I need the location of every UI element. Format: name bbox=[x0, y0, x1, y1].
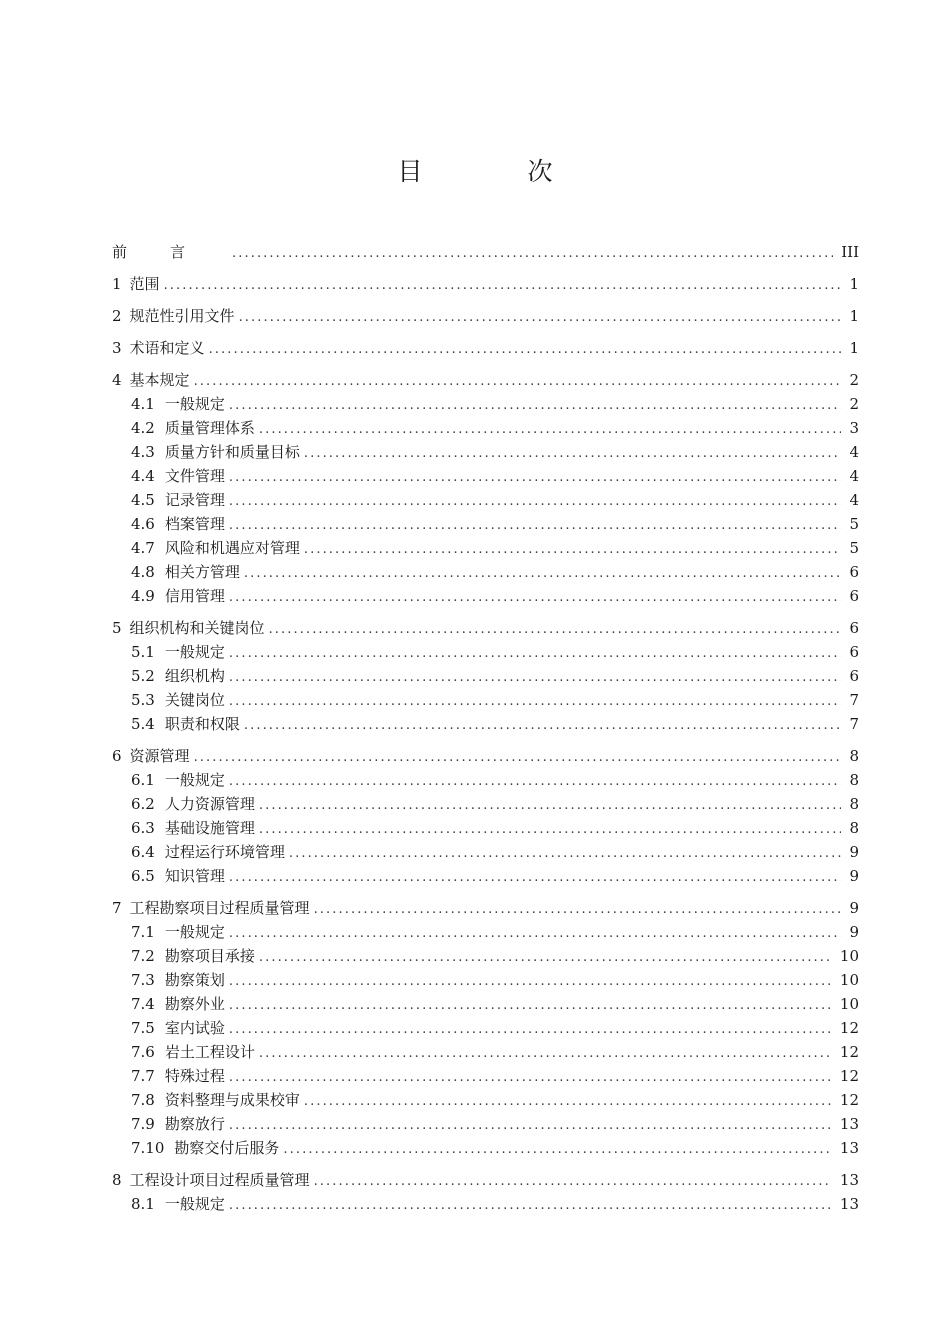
toc-entry-label: 特殊过程 bbox=[164, 1067, 225, 1085]
toc-entry-page: 13 bbox=[839, 1115, 859, 1133]
toc-entry[interactable] bbox=[112, 416, 859, 440]
toc-leader-dots bbox=[229, 1066, 832, 1090]
toc-entry-page: 4 bbox=[849, 491, 859, 509]
toc-entry-page: 2 bbox=[849, 371, 859, 389]
toc-entry-page: 8 bbox=[849, 747, 859, 765]
toc-entry-page: 3 bbox=[849, 419, 859, 437]
toc-leader-dots bbox=[229, 994, 832, 1018]
toc-leader-dots bbox=[259, 794, 842, 818]
toc-leader-dots bbox=[304, 538, 842, 562]
toc-entry-page: 9 bbox=[849, 867, 859, 885]
toc-entry-number: 7.6 bbox=[131, 1043, 155, 1061]
toc-leader-dots bbox=[229, 642, 842, 666]
toc-entry[interactable] bbox=[112, 304, 859, 328]
toc-entry-number: 7.8 bbox=[131, 1091, 155, 1109]
toc-leader-dots bbox=[229, 1018, 832, 1042]
toc-entry[interactable] bbox=[112, 336, 859, 360]
toc-entry-page: 8 bbox=[849, 795, 859, 813]
toc-entry-page: 6 bbox=[849, 619, 859, 637]
toc-entry-label: 资料整理与成果校审 bbox=[164, 1091, 300, 1109]
toc-leader-dots bbox=[229, 690, 842, 714]
toc-entry-label: 规范性引用文件 bbox=[129, 307, 235, 325]
toc-leader-dots bbox=[229, 666, 842, 690]
toc-entry-label: 一般规定 bbox=[164, 771, 225, 789]
toc-entry-page: 9 bbox=[849, 899, 859, 917]
toc-entry-label: 工程勘察项目过程质量管理 bbox=[129, 899, 310, 917]
toc-entry-number: 6.1 bbox=[131, 771, 155, 789]
toc-entry[interactable] bbox=[112, 768, 859, 792]
toc-entry-page: 12 bbox=[839, 1091, 859, 1109]
toc-entry-page: 10 bbox=[839, 971, 859, 989]
toc-entry-label: 质量管理体系 bbox=[164, 419, 255, 437]
toc-leader-dots bbox=[229, 770, 842, 794]
toc-leader-dots bbox=[314, 1170, 832, 1194]
toc-entry-number: 4.2 bbox=[131, 419, 155, 437]
toc-leader-dots bbox=[232, 242, 833, 266]
toc-entry-number: 3 bbox=[112, 339, 122, 357]
toc-entry-number: 4.7 bbox=[131, 539, 155, 557]
toc-leader-dots bbox=[229, 922, 842, 946]
toc-leader-dots bbox=[289, 842, 842, 866]
toc-leader-dots bbox=[239, 306, 842, 330]
toc-entry-page: 6 bbox=[849, 667, 859, 685]
toc-leader-dots bbox=[194, 370, 842, 394]
toc-entry[interactable] bbox=[112, 840, 859, 864]
toc-entry-page: 1 bbox=[849, 339, 859, 357]
toc-entry[interactable] bbox=[112, 1192, 859, 1216]
toc-entry-number: 7.2 bbox=[131, 947, 155, 965]
toc-entry-page: 4 bbox=[849, 443, 859, 461]
toc-entry[interactable] bbox=[112, 512, 859, 536]
toc-entry-label: 记录管理 bbox=[164, 491, 225, 509]
toc-entry-number: 5 bbox=[112, 619, 122, 637]
toc-entry[interactable] bbox=[112, 944, 859, 968]
toc-leader-dots bbox=[229, 1114, 832, 1138]
toc-entry-number: 6 bbox=[112, 747, 122, 765]
toc-entry-page: 12 bbox=[839, 1043, 859, 1061]
toc-entry-number: 4.1 bbox=[131, 395, 155, 413]
toc-entry-number: 7.9 bbox=[131, 1115, 155, 1133]
toc-entry-label: 风险和机遇应对管理 bbox=[164, 539, 300, 557]
toc-entry-number: 4.9 bbox=[131, 587, 155, 605]
toc-entry-label: 基础设施管理 bbox=[164, 819, 255, 837]
toc-entry[interactable] bbox=[112, 536, 859, 560]
toc-entry-number: 7.10 bbox=[131, 1139, 165, 1157]
toc-entry-page: 12 bbox=[839, 1019, 859, 1037]
toc-entry-label: 关键岗位 bbox=[164, 691, 225, 709]
toc-entry-number: 7 bbox=[112, 899, 122, 917]
toc-entry-number: 7.1 bbox=[131, 923, 155, 941]
toc-entry[interactable] bbox=[112, 968, 859, 992]
toc-entry[interactable] bbox=[112, 488, 859, 512]
toc-entry-number: 7.5 bbox=[131, 1019, 155, 1037]
toc-entry-label: 岩土工程设计 bbox=[164, 1043, 255, 1061]
toc-entry[interactable] bbox=[112, 712, 859, 736]
toc-entry-label: 勘察策划 bbox=[164, 971, 225, 989]
toc-leader-dots bbox=[244, 562, 842, 586]
toc-entry-label: 基本规定 bbox=[129, 371, 190, 389]
toc-entry-label: 勘察放行 bbox=[164, 1115, 225, 1133]
toc-entry[interactable] bbox=[112, 992, 859, 1016]
toc-leader-dots bbox=[259, 1042, 832, 1066]
toc-entry-label: 一般规定 bbox=[164, 1195, 225, 1213]
toc-entry-page: 6 bbox=[849, 563, 859, 581]
toc-entry[interactable] bbox=[112, 464, 859, 488]
toc-entry-number: 4.4 bbox=[131, 467, 155, 485]
toc-entry-number: 4.6 bbox=[131, 515, 155, 533]
toc-entry-number: 5.2 bbox=[131, 667, 155, 685]
toc-entry-label: 一般规定 bbox=[164, 395, 225, 413]
toc-entry-page: 13 bbox=[839, 1171, 859, 1189]
toc-entry-label: 人力资源管理 bbox=[164, 795, 255, 813]
toc-entry-page: 8 bbox=[849, 771, 859, 789]
toc-entry-page: 7 bbox=[849, 691, 859, 709]
toc-entry[interactable] bbox=[112, 440, 859, 464]
toc-entry-number: 1 bbox=[112, 275, 122, 293]
toc-entry-number: 6.3 bbox=[131, 819, 155, 837]
toc-entry-number: 7.3 bbox=[131, 971, 155, 989]
toc-entry-number: 5.3 bbox=[131, 691, 155, 709]
toc-entry-number: 7.7 bbox=[131, 1067, 155, 1085]
toc-leader-dots bbox=[259, 818, 842, 842]
toc-entry-number: 4 bbox=[112, 371, 122, 389]
toc-leader-dots bbox=[229, 1194, 832, 1218]
toc-entry[interactable] bbox=[112, 368, 859, 392]
toc-entry-label: 文件管理 bbox=[164, 467, 225, 485]
toc-entry-label: 资源管理 bbox=[129, 747, 190, 765]
toc-entry-number: 4.8 bbox=[131, 563, 155, 581]
toc-leader-dots bbox=[229, 866, 842, 890]
toc-entry-page: 2 bbox=[849, 395, 859, 413]
toc-leader-dots bbox=[269, 618, 842, 642]
toc-entry-label: 勘察交付后服务 bbox=[174, 1139, 280, 1157]
toc-entry-number: 6.4 bbox=[131, 843, 155, 861]
toc-entry[interactable] bbox=[112, 584, 859, 608]
toc-entry-number: 4.3 bbox=[131, 443, 155, 461]
toc-entry-page: 6 bbox=[849, 587, 859, 605]
toc-entry-page: 9 bbox=[849, 923, 859, 941]
toc-leader-dots bbox=[209, 338, 842, 362]
toc-entry-page: III bbox=[841, 243, 859, 261]
toc-entry-page: 1 bbox=[849, 307, 859, 325]
toc-entry-number: 5.1 bbox=[131, 643, 155, 661]
toc-entry-page: 13 bbox=[839, 1195, 859, 1213]
toc-entry-page: 4 bbox=[849, 467, 859, 485]
table-of-contents bbox=[112, 240, 859, 1216]
toc-entry-label: 过程运行环境管理 bbox=[164, 843, 285, 861]
toc-entry[interactable] bbox=[112, 664, 859, 688]
toc-leader-dots bbox=[304, 1090, 832, 1114]
toc-entry[interactable] bbox=[112, 1112, 859, 1136]
toc-entry-page: 10 bbox=[839, 995, 859, 1013]
toc-entry-page: 7 bbox=[849, 715, 859, 733]
toc-leader-dots bbox=[229, 490, 842, 514]
toc-entry-label: 组织机构 bbox=[164, 667, 225, 685]
toc-entry-number: 8.1 bbox=[131, 1195, 155, 1213]
toc-entry-label: 知识管理 bbox=[164, 867, 225, 885]
toc-entry-label: 工程设计项目过程质量管理 bbox=[129, 1171, 310, 1189]
toc-entry-label: 一般规定 bbox=[164, 643, 225, 661]
toc-entry[interactable] bbox=[112, 920, 859, 944]
toc-leader-dots bbox=[283, 1138, 831, 1162]
toc-entry-number: 6.5 bbox=[131, 867, 155, 885]
toc-entry[interactable] bbox=[112, 688, 859, 712]
toc-entry[interactable] bbox=[112, 392, 859, 416]
toc-leader-dots bbox=[259, 418, 842, 442]
toc-entry[interactable] bbox=[112, 1040, 859, 1064]
toc-leader-dots bbox=[229, 394, 842, 418]
toc-entry[interactable] bbox=[112, 792, 859, 816]
toc-entry[interactable] bbox=[112, 640, 859, 664]
toc-entry-label: 一般规定 bbox=[164, 923, 225, 941]
toc-entry-label: 范围 bbox=[129, 275, 160, 293]
toc-entry-number: 5.4 bbox=[131, 715, 155, 733]
toc-entry[interactable] bbox=[112, 1168, 859, 1192]
toc-entry-number: 8 bbox=[112, 1171, 122, 1189]
toc-entry-label: 勘察项目承接 bbox=[164, 947, 255, 965]
toc-entry[interactable] bbox=[112, 272, 859, 296]
toc-leader-dots bbox=[194, 746, 842, 770]
toc-entry-label: 职责和权限 bbox=[164, 715, 240, 733]
toc-entry[interactable] bbox=[112, 1088, 859, 1112]
toc-entry[interactable] bbox=[112, 896, 859, 920]
toc-entry-page: 8 bbox=[849, 819, 859, 837]
toc-entry-label: 质量方针和质量目标 bbox=[164, 443, 300, 461]
toc-entry-page: 12 bbox=[839, 1067, 859, 1085]
toc-entry-label: 术语和定义 bbox=[129, 339, 205, 357]
toc-entry[interactable] bbox=[112, 816, 859, 840]
toc-entry[interactable] bbox=[112, 864, 859, 888]
toc-entry[interactable] bbox=[112, 560, 859, 584]
toc-entry-number: 2 bbox=[112, 307, 122, 325]
toc-leader-dots bbox=[229, 514, 842, 538]
toc-entry-page: 6 bbox=[849, 643, 859, 661]
toc-entry-page: 5 bbox=[849, 515, 859, 533]
toc-entry-page: 10 bbox=[839, 947, 859, 965]
toc-leader-dots bbox=[229, 970, 832, 994]
toc-entry-label: 信用管理 bbox=[164, 587, 225, 605]
toc-leader-dots bbox=[304, 442, 842, 466]
toc-entry[interactable] bbox=[112, 240, 859, 264]
toc-entry-label: 档案管理 bbox=[164, 515, 225, 533]
toc-entry-label: 前言 bbox=[112, 243, 229, 261]
toc-entry[interactable] bbox=[112, 744, 859, 768]
toc-entry[interactable] bbox=[112, 1136, 859, 1160]
toc-leader-dots bbox=[259, 946, 832, 970]
toc-leader-dots bbox=[314, 898, 842, 922]
toc-leader-dots bbox=[229, 466, 842, 490]
toc-entry-label: 勘察外业 bbox=[164, 995, 225, 1013]
toc-entry-number: 7.4 bbox=[131, 995, 155, 1013]
toc-entry-label: 组织机构和关键岗位 bbox=[129, 619, 265, 637]
toc-entry-number: 4.5 bbox=[131, 491, 155, 509]
toc-entry[interactable] bbox=[112, 616, 859, 640]
toc-entry-page: 9 bbox=[849, 843, 859, 861]
toc-leader-dots bbox=[164, 274, 842, 298]
toc-leader-dots bbox=[244, 714, 842, 738]
toc-leader-dots bbox=[229, 586, 842, 610]
toc-entry-page: 13 bbox=[839, 1139, 859, 1157]
toc-entry[interactable] bbox=[112, 1064, 859, 1088]
toc-entry-page: 5 bbox=[849, 539, 859, 557]
toc-entry-label: 相关方管理 bbox=[164, 563, 240, 581]
toc-entry-number: 6.2 bbox=[131, 795, 155, 813]
toc-entry-label: 室内试验 bbox=[164, 1019, 225, 1037]
page-title: 目 次 bbox=[397, 157, 593, 186]
toc-entry[interactable] bbox=[112, 1016, 859, 1040]
toc-entry-page: 1 bbox=[849, 275, 859, 293]
